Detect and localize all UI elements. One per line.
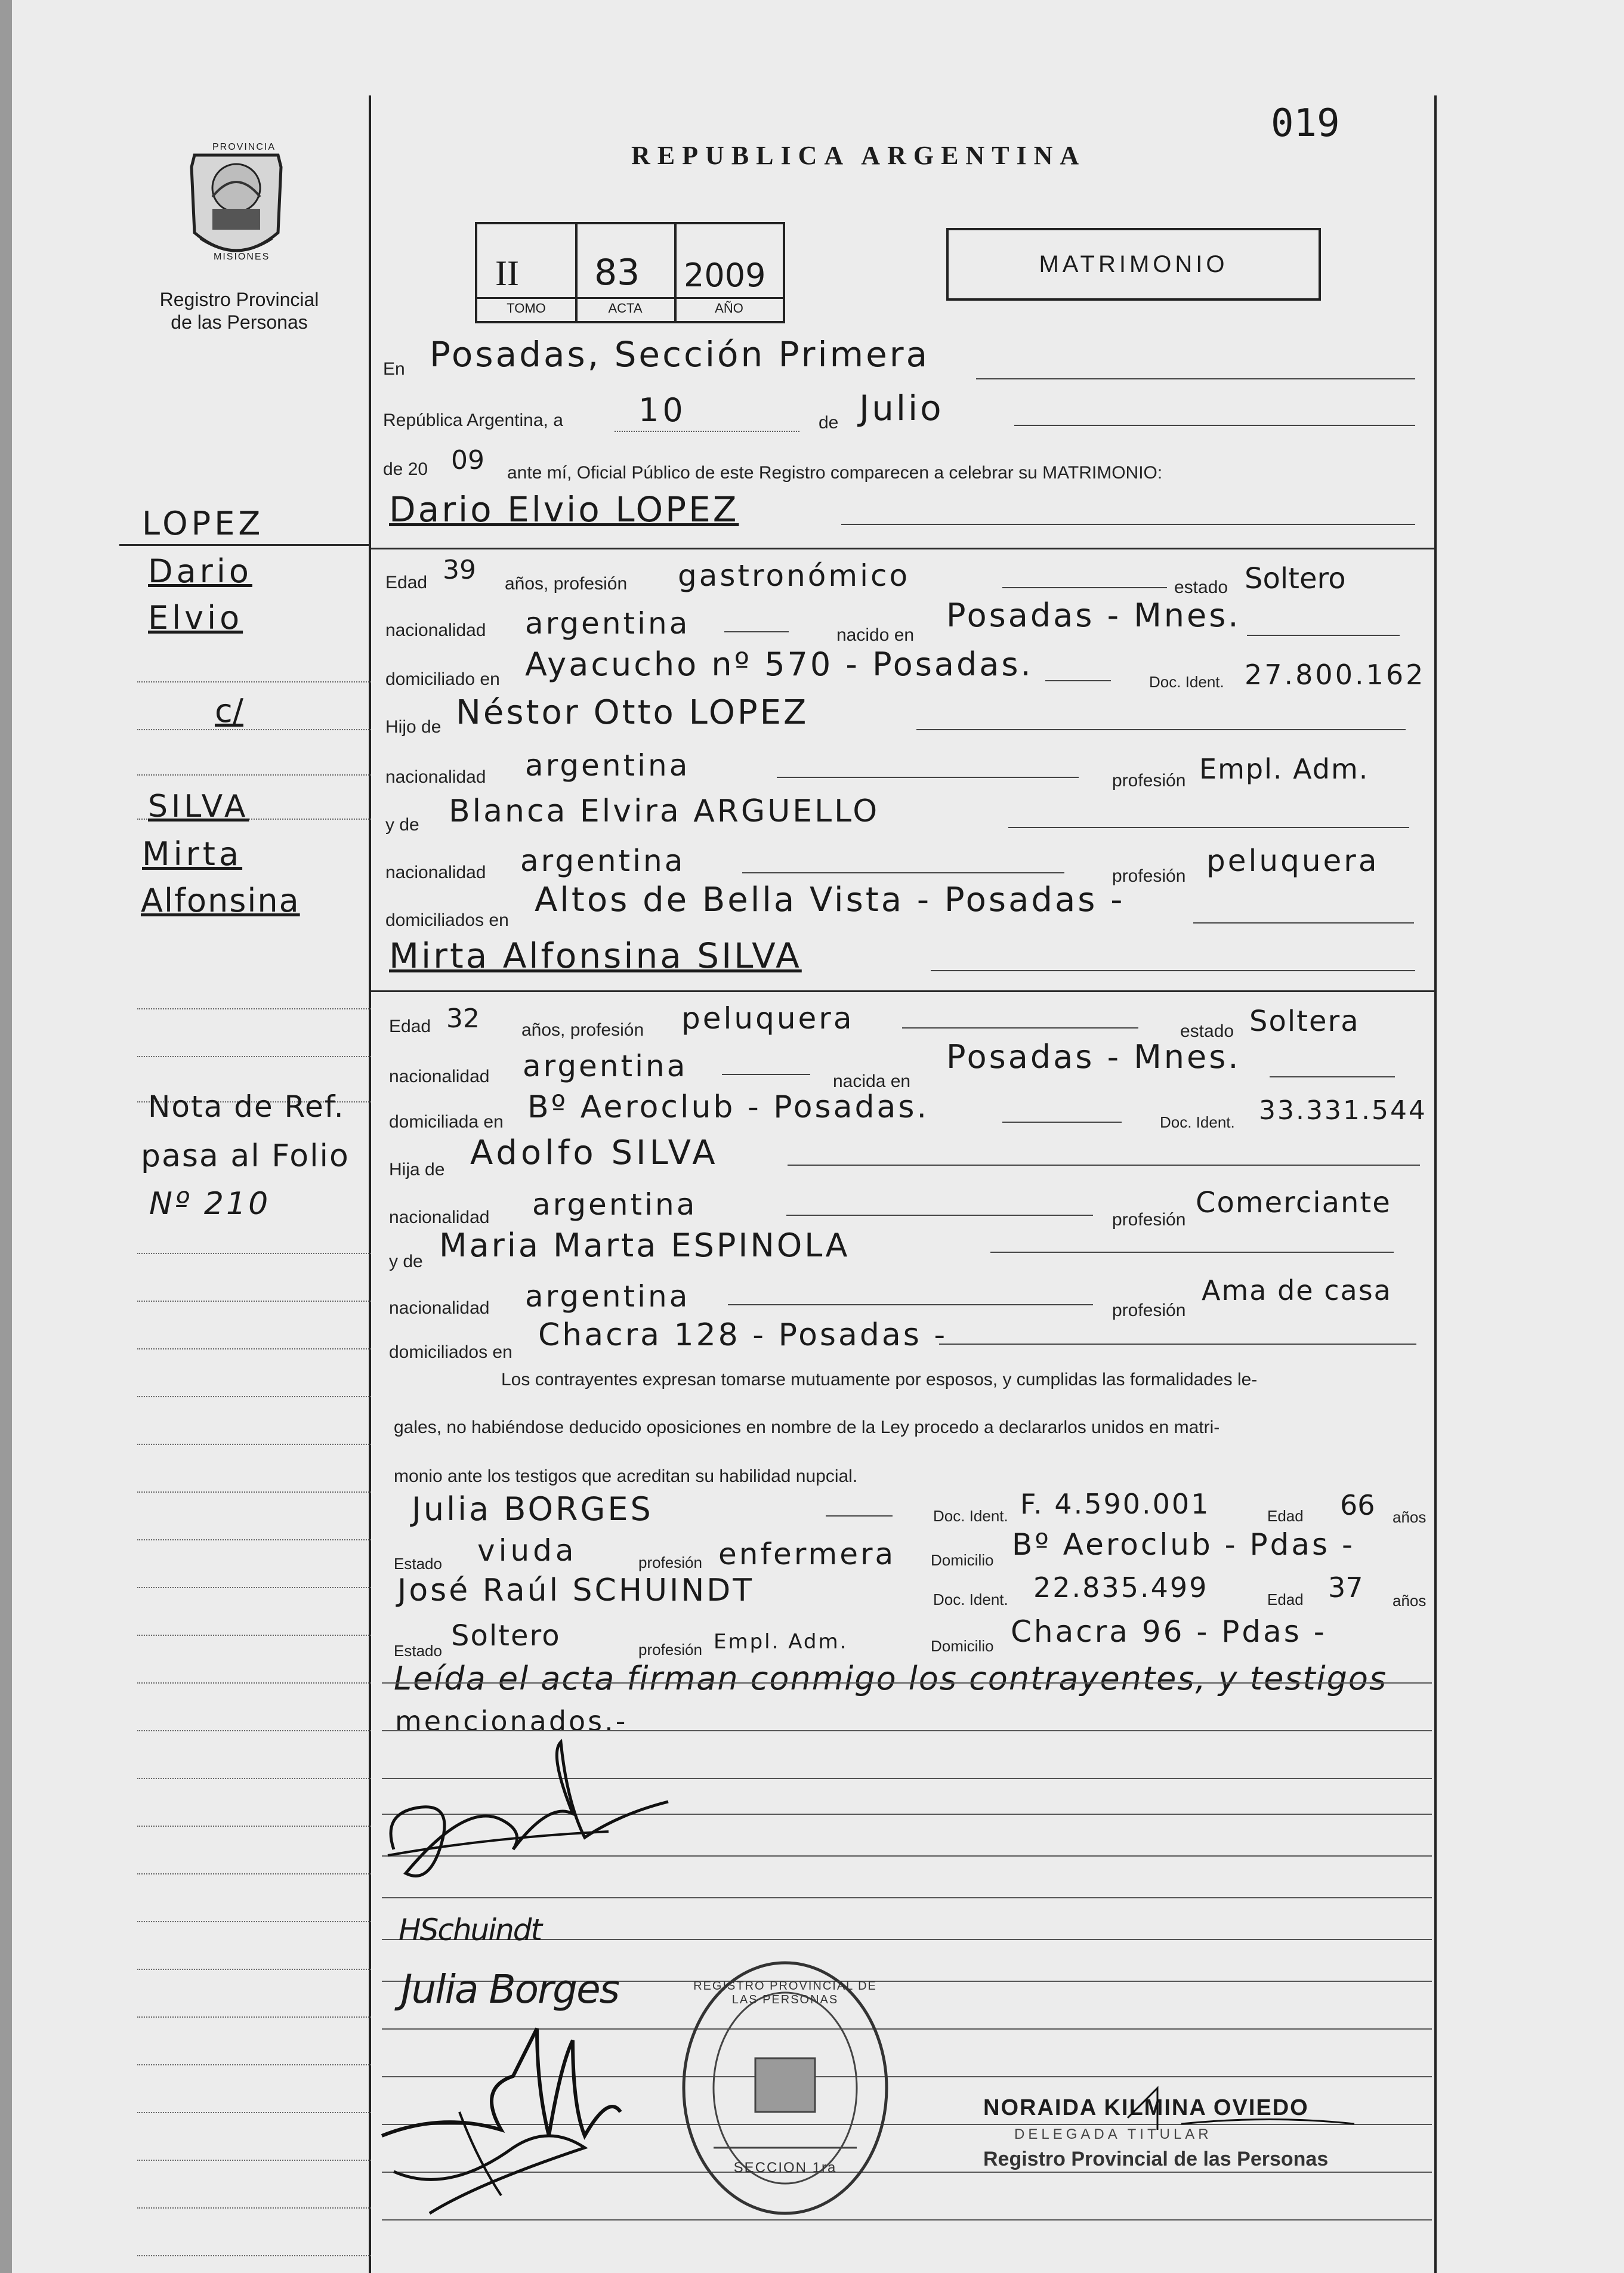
witness1-prof-value: enfermera	[718, 1537, 896, 1571]
rule	[786, 1215, 1093, 1216]
husband-nac-label: nacionalidad	[385, 620, 486, 640]
witness1-edad-value: 66	[1340, 1489, 1375, 1521]
wife-anos-profesion-label: años, profesión	[521, 1020, 644, 1040]
witness2-edad-value: 37	[1328, 1571, 1363, 1604]
margin-conj: c/	[215, 692, 243, 730]
act-type-title: MATRIMONIO	[1039, 251, 1228, 277]
de20-label: de 20	[383, 459, 428, 479]
official-name: NORAIDA KILMINA OVIEDO	[983, 2095, 1309, 2120]
wife-mother-prof-value: Ama de casa	[1202, 1274, 1392, 1307]
husband-edad-value: 39	[443, 555, 476, 585]
wife-estado-label: estado	[1180, 1021, 1234, 1041]
acta-value: 83	[594, 252, 640, 294]
rule	[916, 729, 1406, 730]
closing-line1: Leída el acta firman conmigo los contrayentes, y testigos	[394, 1660, 1388, 1697]
anio-value: 2009	[684, 257, 766, 294]
stamp-ring-text: REGISTRO PROVINCIAL DE LAS PERSONAS	[693, 1979, 877, 2006]
husband-father-nac-label: nacionalidad	[385, 767, 486, 787]
signature-schuindt: HSchuindt	[399, 1913, 542, 1947]
rule	[722, 1074, 810, 1075]
closing-line2: mencionados.-	[395, 1705, 628, 1737]
rule	[939, 1344, 1416, 1345]
signature-husband	[370, 1730, 704, 1909]
place-value: Posadas, Sección Primera	[430, 334, 930, 375]
witness2-dom-label: Domicilio	[931, 1637, 994, 1655]
wife-mother-value: Maria Marta ESPINOLA	[439, 1227, 850, 1264]
rule	[724, 631, 789, 632]
wife-nac-label: nacionalidad	[389, 1067, 490, 1086]
declaration-line3: monio ante los testigos que acreditan su habilidad nupcial.	[394, 1466, 858, 1486]
day-value: 10	[638, 391, 687, 429]
wife-mother-nac-value: argentina	[525, 1279, 690, 1314]
husband-parents-dom-value: Altos de Bella Vista - Posadas -	[535, 881, 1125, 919]
wife-nac-value: argentina	[523, 1049, 688, 1083]
wife-doc-label: Doc. Ident.	[1160, 1113, 1235, 1131]
margin-note-line3: Nº 210	[149, 1186, 271, 1222]
witness2-prof-value: Empl. Adm.	[714, 1630, 848, 1654]
husband-estado-label: estado	[1174, 577, 1228, 597]
margin-wife-name1: Mirta	[142, 835, 243, 873]
year-suffix-value: 09	[451, 445, 484, 475]
wife-parents-dom-value: Chacra 128 - Posadas -	[538, 1317, 948, 1353]
tomo-label: TOMO	[507, 301, 546, 316]
act-box	[475, 222, 785, 323]
rule	[777, 777, 1079, 778]
declaration-line1: Los contrayentes expresan tomarse mutuamente por esposos, y cumplidas las formalidades le-	[501, 1370, 1258, 1389]
wife-father-value: Adolfo SILVA	[470, 1134, 719, 1172]
husband-profesion-value: gastronómico	[678, 558, 910, 593]
signature-wife	[358, 2016, 692, 2219]
rule	[788, 1165, 1420, 1166]
wife-domicilio-label: domiciliada en	[389, 1112, 504, 1132]
witness2-prof-label: profesión	[638, 1641, 702, 1659]
anio-label: AÑO	[715, 301, 743, 316]
wife-full-name: Mirta Alfonsina SILVA	[389, 935, 802, 976]
witness1-dom-label: Domicilio	[931, 1551, 994, 1569]
witness1-name: Julia BORGES	[412, 1490, 653, 1528]
husband-father-nac-value: argentina	[525, 748, 690, 783]
official-signature	[1122, 2082, 1360, 2136]
acta-label: ACTA	[608, 301, 643, 316]
rule	[615, 431, 799, 432]
margin-husband-name1: Dario	[148, 552, 252, 590]
wife-father-nac-label: nacionalidad	[389, 1207, 490, 1227]
section-divider	[371, 548, 1435, 549]
margin-underline	[119, 544, 370, 546]
husband-father-prof-label: profesión	[1112, 771, 1186, 790]
husband-nacido-value: Posadas - Mnes.	[946, 597, 1241, 634]
rule	[1014, 425, 1415, 426]
rule	[1002, 587, 1167, 588]
rule	[728, 1304, 1093, 1305]
de-label: de	[819, 413, 839, 433]
registry-round-stamp	[678, 1957, 893, 2219]
witness2-anos-label: años	[1393, 1592, 1427, 1610]
rule	[742, 872, 1064, 873]
rule	[902, 1027, 1138, 1029]
husband-mother-prof-value: peluquera	[1206, 844, 1379, 878]
husband-mother-prof-label: profesión	[1112, 866, 1186, 886]
wife-edad-value: 32	[446, 1003, 480, 1034]
signature-borges: Julia Borges	[401, 1966, 619, 2012]
husband-estado-value: Soltero	[1245, 562, 1346, 595]
wife-father-prof-label: profesión	[1112, 1210, 1186, 1230]
witness1-doc-value: F. 4.590.001	[1020, 1488, 1211, 1520]
seal-top-text: PROVINCIA	[212, 142, 276, 152]
wife-father-prof-value: Comerciante	[1196, 1186, 1391, 1219]
margin-divider-line	[369, 95, 371, 2273]
husband-full-name: Dario Elvio LOPEZ	[389, 489, 739, 530]
witness1-edad-label: Edad	[1267, 1507, 1304, 1525]
wife-hija-label: Hija de	[389, 1160, 445, 1179]
ante-text: ante mí, Oficial Público de este Registro comparecen a celebrar su MATRIMONIO:	[507, 463, 1163, 483]
witness1-anos-label: años	[1393, 1508, 1427, 1526]
country-title: REPUBLICA ARGENTINA	[631, 141, 1086, 170]
margin-husband-surname: LOPEZ	[142, 505, 264, 542]
margin-husband-name2: Elvio	[148, 599, 243, 637]
act-type-box	[946, 228, 1321, 301]
witness1-dom-value: Bº Aeroclub - Pdas -	[1012, 1527, 1356, 1562]
registry-name-line1: Registro Provincial	[159, 289, 319, 310]
rule	[826, 1515, 893, 1517]
husband-domicilio-label: domiciliado en	[385, 669, 500, 689]
witness2-estado-value: Soltero	[451, 1619, 561, 1653]
husband-edad-label: Edad	[385, 573, 428, 592]
rule	[931, 970, 1415, 971]
wife-domicilio-value: Bº Aeroclub - Posadas.	[527, 1089, 929, 1125]
witness1-estado-value: viuda	[477, 1533, 578, 1568]
declaration-line2: gales, no habiéndose deducido oposiciones en nombre de la Ley procedo a declararlos unidos en matri-	[394, 1417, 1220, 1437]
margin-wife-name2: Alfonsina	[141, 882, 300, 919]
page-number: 019	[1271, 101, 1340, 146]
wife-profesion-value: peluquera	[681, 1001, 854, 1036]
wife-estado-value: Soltera	[1249, 1005, 1360, 1038]
husband-anos-profesion-label: años, profesión	[505, 574, 628, 594]
husband-parents-dom-label: domiciliados en	[385, 910, 509, 930]
margin-wife-surname: SILVA	[148, 789, 249, 824]
official-title: DELEGADA TITULAR	[1014, 2126, 1212, 2142]
en-label: En	[383, 359, 405, 379]
margin-note-line2: pasa al Folio	[141, 1138, 350, 1174]
wife-mother-prof-label: profesión	[1112, 1301, 1186, 1320]
wife-edad-label: Edad	[389, 1017, 431, 1036]
witness2-edad-label: Edad	[1267, 1591, 1304, 1608]
rule	[1002, 1122, 1122, 1123]
month-value: Julio	[859, 388, 944, 428]
husband-doc-value: 27.800.162	[1245, 659, 1426, 691]
husband-yde-label: y de	[385, 815, 419, 835]
husband-doc-label: Doc. Ident.	[1149, 673, 1224, 691]
husband-hijo-label: Hijo de	[385, 717, 441, 737]
rule	[990, 1252, 1394, 1253]
republica-label: República Argentina, a	[383, 410, 563, 430]
witness2-estado-label: Estado	[394, 1642, 442, 1660]
wife-father-nac-value: argentina	[532, 1187, 697, 1222]
witness2-doc-label: Doc. Ident.	[933, 1591, 1008, 1608]
husband-mother-nac-label: nacionalidad	[385, 863, 486, 882]
wife-nacida-value: Posadas - Mnes.	[946, 1038, 1241, 1076]
rule	[1045, 680, 1111, 681]
witness1-estado-label: Estado	[394, 1555, 442, 1573]
rule	[976, 378, 1415, 379]
witness2-dom-value: Chacra 96 - Pdas -	[1011, 1614, 1327, 1649]
husband-father-value: Néstor Otto LOPEZ	[456, 693, 809, 732]
wife-yde-label: y de	[389, 1252, 423, 1271]
witness2-name: José Raúl SCHUINDT	[397, 1573, 755, 1608]
husband-nacido-label: nacido en	[836, 625, 915, 645]
wife-parents-dom-label: domiciliados en	[389, 1342, 512, 1362]
wife-mother-nac-label: nacionalidad	[389, 1298, 490, 1318]
seal-bottom-text: MISIONES	[214, 252, 270, 262]
witness1-prof-label: profesión	[638, 1554, 702, 1571]
husband-mother-nac-value: argentina	[520, 844, 686, 878]
rule	[841, 524, 1415, 525]
husband-domicilio-value: Ayacucho nº 570 - Posadas.	[525, 646, 1033, 683]
wife-nacida-label: nacida en	[833, 1071, 911, 1091]
rule	[1270, 1076, 1395, 1077]
witness1-doc-label: Doc. Ident.	[933, 1507, 1008, 1525]
rule	[1247, 635, 1400, 636]
official-office: Registro Provincial de las Personas	[983, 2148, 1329, 2170]
provincial-seal-icon	[177, 143, 296, 271]
husband-mother-value: Blanca Elvira ARGUELLO	[449, 793, 880, 829]
section-divider	[371, 990, 1435, 992]
husband-nac-value: argentina	[525, 606, 690, 641]
rule	[1193, 922, 1414, 924]
margin-note-line1: Nota de Ref.	[148, 1089, 345, 1124]
registry-name-line2: de las Personas	[171, 311, 308, 333]
wife-doc-value: 33.331.544	[1259, 1095, 1427, 1126]
rule	[1008, 827, 1409, 828]
tomo-value: II	[495, 254, 519, 293]
husband-father-prof-value: Empl. Adm.	[1199, 753, 1369, 785]
witness2-doc-value: 22.835.499	[1033, 1571, 1209, 1604]
stamp-section-text: SECCION 1ra	[733, 2160, 837, 2176]
right-border-line	[1434, 95, 1437, 2273]
page-binding-edge	[0, 0, 12, 2273]
